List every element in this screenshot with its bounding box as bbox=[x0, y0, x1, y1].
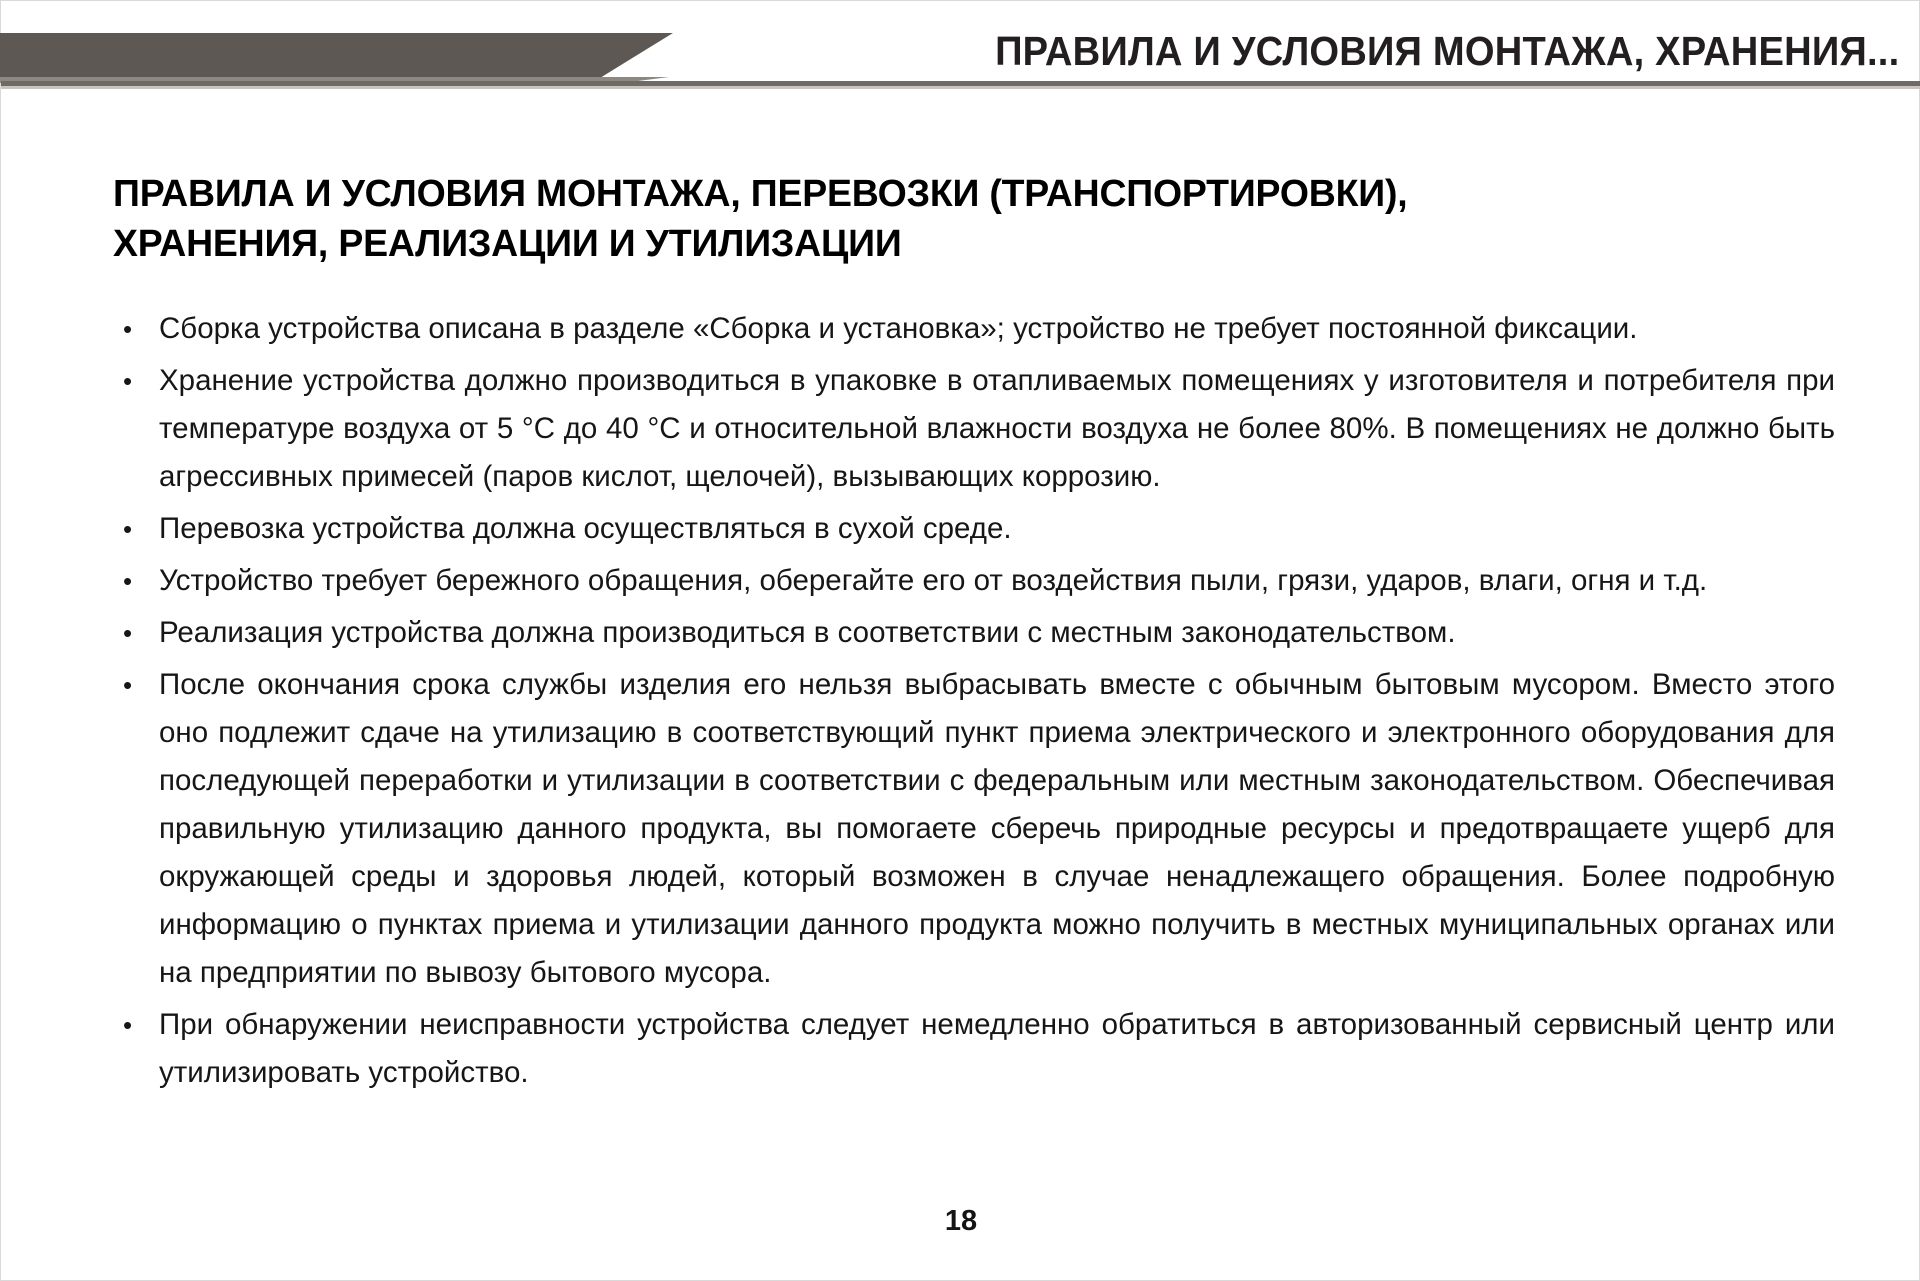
list-item: • Перевозка устройства должна осуществляться в сухой среде. bbox=[113, 505, 1835, 553]
list-item: • Реализация устройства должна производиться в соответствии с местным законодательством. bbox=[113, 609, 1835, 657]
running-header bbox=[1, 1, 1920, 102]
page-content bbox=[113, 169, 1835, 1101]
list-item: • Хранение устройства должно производиться в упаковке в отапливаемых помещениях у изготовителя и потребителя при температуре воздуха от 5 °C до 40 °C и относительной влажности воздуха не более 80%. В помещениях не должно быть агрессивных примесей (паров кислот, щелочей), вызывающих коррозию. bbox=[113, 357, 1835, 501]
header-banner-shape bbox=[0, 33, 673, 83]
page-title-line-2: ХРАНЕНИЯ, РЕАЛИЗАЦИИ И УТИЛИЗАЦИИ bbox=[113, 223, 902, 265]
page-title-line-1: ПРАВИЛА И УСЛОВИЯ МОНТАЖА, ПЕРЕВОЗКИ (ТРАНСПОРТИРОВКИ), bbox=[113, 173, 1408, 215]
page-number: 18 bbox=[944, 1205, 978, 1237]
list-item: • При обнаружении неисправности устройства следует немедленно обратиться в авторизованный сервисный центр или утилизировать устройство. bbox=[113, 1001, 1835, 1097]
list-item: • После окончания срока службы изделия его нельзя выбрасывать вместе с обычным бытовым мусором. Вместо этого оно подлежит сдаче на утилизацию в соответствующий пункт приема электрического и электронного оборудования для последующей переработки и утилизации в соответствии с федеральным или местным законодательством. Обеспечивая правильную утилизацию данного продукта, вы помогаете сберечь природные ресурсы и предотвращаете ущерб для окружающей среды и здоровья людей, который возможен в случае ненадлежащего обращения. Более подробную информацию о пунктах приема и утилизации данного продукта можно получить в местных муниципальных органах или на предприятии по вывозу бытового мусора. bbox=[113, 661, 1835, 997]
list-item: • Сборка устройства описана в разделе «Сборка и установка»; устройство не требует постоянной фиксации. bbox=[113, 305, 1835, 353]
rules-list bbox=[113, 305, 1835, 1097]
page-title bbox=[113, 169, 1809, 269]
header-rule-light bbox=[1, 86, 1920, 89]
list-item: • Устройство требует бережного обращения, оберегайте его от воздействия пыли, грязи, ударов, влаги, огня и т.д. bbox=[113, 557, 1835, 605]
header-title: ПРАВИЛА И УСЛОВИЯ МОНТАЖА, ХРАНЕНИЯ... bbox=[994, 28, 1899, 74]
